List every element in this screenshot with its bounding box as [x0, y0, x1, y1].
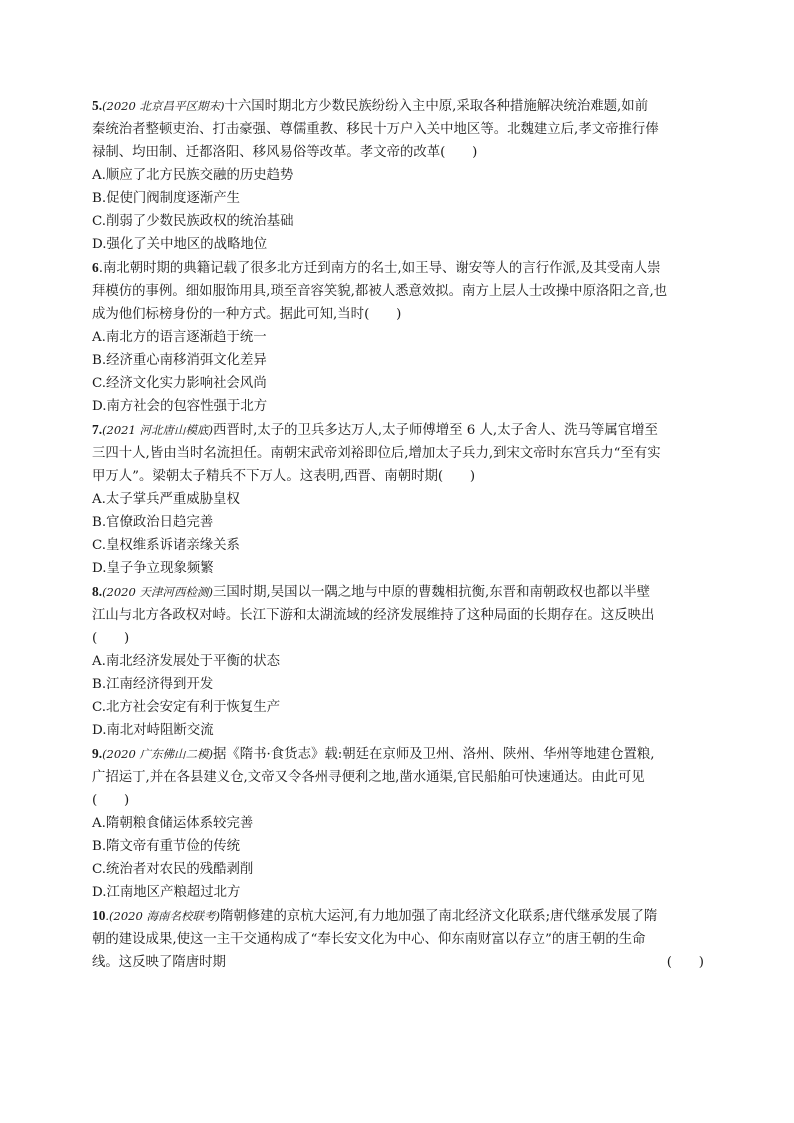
- option-c: C.皇权维系诉诸亲缘关系: [92, 538, 240, 553]
- question-stem: 广招运丁,并在各县建义仓,文帝又令各州寻便利之地,凿水通渠,官民船舶可快速通达。由此可见: [92, 770, 645, 785]
- option-b: B.经济重心南移消弭文化差异: [92, 353, 267, 368]
- question-stem: 拜模仿的事例。细如服饰用具,琐至音容笑貌,都被人悉意效拟。南方上层人士改操中原洛阳之音,也: [92, 284, 668, 299]
- option-a: A.南北经济发展处于平衡的状态: [92, 654, 281, 669]
- question-stem: 甲万人”。梁朝太子精兵不下万人。这表明,西晋、南朝时期( ): [92, 469, 476, 484]
- question-stem: 据《隋书·食货志》载:朝廷在京师及卫州、洛州、陕州、华州等地建仓置粮,: [212, 747, 655, 762]
- option-c: C.北方社会安定有利于恢复生产: [92, 700, 281, 715]
- answer-parenthesis: ( ): [666, 955, 704, 970]
- question-source: (2021 河北唐山模底): [102, 423, 213, 437]
- option-c: C.削弱了少数民族政权的统治基础: [92, 214, 294, 229]
- question-stem: 江山与北方各政权对峙。长江下游和太湖流域的经济发展维持了这种局面的长期存在。这反映出: [92, 608, 655, 623]
- option-a: A.顺应了北方民族交融的历史趋势: [92, 168, 294, 183]
- question-source: (2020 北京昌平区期末): [102, 99, 225, 113]
- question-number: 6: [92, 260, 99, 275]
- option-d: D.南方社会的包容性强于北方: [92, 399, 268, 414]
- question-number: 7: [92, 422, 99, 437]
- question-7: 7.(2021 河北唐山模底)西晋时,太子的卫兵多达万人,太子师傅增至 6 人,太子舍人、洗马等属官增至 三四十人,皆由当时名流担任。南朝宋武帝刘裕即位后,增加太子兵力,到宋文帝时东宫兵力“至有实 甲万人”。梁朝太子精兵不下万人。这表明,西晋、南朝时期( ) A.太子掌兵严重威胁皇权 B.官僚政治日趋完善 C.皇权维系诉诸亲缘关系 D.皇子争立现象频繁: [92, 418, 704, 580]
- question-stem: 禄制、均田制、迁都洛阳、移风易俗等改革。孝文帝的改革( ): [92, 145, 478, 160]
- option-c: C.经济文化实力影响社会风尚: [92, 376, 267, 391]
- question-source: (2020 天津河西检测): [102, 585, 213, 599]
- question-stem: 西晋时,太子的卫兵多达万人,太子师傅增至 6 人,太子舍人、洗马等属官增至: [212, 423, 658, 438]
- option-d: D.南北对峙阻断交流: [92, 723, 214, 738]
- question-5: 5.(2020 北京昌平区期末)十六国时期北方少数民族纷纷入主中原,采取各种措施解决统治难题,如前 秦统治者整顿吏治、打击豪强、尊儒重教、移民十万户入关中地区等。北魏建立后,孝文帝推行俸 禄制、均田制、迁都洛阳、移风易俗等改革。孝文帝的改革( ) A.顺应了北方民族交融的历史趋势 B.促使门阀制度逐渐产生 C.削弱了少数民族政权的统治基础 D.强化了关中地区的战略地位: [92, 94, 704, 256]
- question-stem: 线。这反映了隋唐时期: [92, 955, 226, 970]
- question-source: .(2020 海南名校联考): [105, 909, 220, 923]
- question-stem: 三国时期,吴国以一隅之地与中原的曹魏相抗衡,东晋和南朝政权也都以半壁: [212, 585, 650, 600]
- option-c: C.统治者对农民的残酷剥削: [92, 862, 254, 877]
- question-stem: 十六国时期北方少数民族纷纷入主中原,采取各种措施解决统治难题,如前: [224, 99, 649, 114]
- question-8: 8.(2020 天津河西检测)三国时期,吴国以一隅之地与中原的曹魏相抗衡,东晋和南朝政权也都以半壁 江山与北方各政权对峙。长江下游和太湖流域的经济发展维持了这种局面的长期存在。这反映出 ( ) A.南北经济发展处于平衡的状态 B.江南经济得到开发 C.北方社会安定有利于恢复生产 D.南北对峙阻断交流: [92, 580, 704, 742]
- question-stem: 隋朝修建的京杭大运河,有力地加强了南北经济文化联系;唐代继承发展了隋: [219, 909, 658, 924]
- question-9: 9.(2020 广东佛山二模)据《隋书·食货志》载:朝廷在京师及卫州、洛州、陕州、华州等地建仓置粮, 广招运丁,并在各县建义仓,文帝又令各州寻便利之地,凿水通渠,官民船舶可快速通达。由此可见 ( ) A.隋朝粮食储运体系较完善 B.隋文帝有重节俭的传统 C.统治者对农民的残酷剥削 D.江南地区产粮超过北方: [92, 742, 704, 904]
- question-stem: 成为他们标榜身份的一种方式。据此可知,当时( ): [92, 307, 402, 322]
- question-number: 8: [92, 584, 99, 599]
- option-a: A.太子掌兵严重威胁皇权: [92, 492, 240, 507]
- option-a: A.南北方的语言逐渐趋于统一: [92, 330, 267, 345]
- answer-parenthesis: ( ): [92, 793, 130, 808]
- question-stem: 三四十人,皆由当时名流担任。南朝宋武帝刘裕即位后,增加太子兵力,到宋文帝时东宫兵力“至有实: [92, 446, 661, 461]
- question-10: [92, 904, 704, 974]
- question-6: [92, 256, 704, 418]
- question-sheet: [92, 94, 704, 974]
- question-number: 5: [92, 98, 99, 113]
- answer-parenthesis: ( ): [92, 631, 130, 646]
- question-stem: .南北朝时期的典籍记载了很多北方迁到南方的名士,如王导、谢安等人的言行作派,及其受南人崇: [98, 261, 661, 276]
- option-b: B.隋文帝有重节俭的传统: [92, 839, 241, 854]
- option-b: B.官僚政治日趋完善: [92, 515, 214, 530]
- option-d: D.强化了关中地区的战略地位: [92, 237, 268, 252]
- question-stem: 秦统治者整顿吏治、打击豪强、尊儒重教、移民十万户入关中地区等。北魏建立后,孝文帝推行俸: [92, 122, 659, 137]
- option-a: A.隋朝粮食储运体系较完善: [92, 816, 254, 831]
- option-b: B.江南经济得到开发: [92, 677, 214, 692]
- option-d: D.江南地区产粮超过北方: [92, 885, 241, 900]
- question-stem: 朝的建设成果,使这一主干交通构成了“奉长安文化为中心、仰东南财富以存立”的唐王朝的生命: [92, 932, 646, 947]
- option-d: D.皇子争立现象频繁: [92, 561, 214, 576]
- question-source: (2020 广东佛山二模): [102, 747, 213, 761]
- question-number: 9: [92, 746, 99, 761]
- option-b: B.促使门阀制度逐渐产生: [92, 191, 241, 206]
- question-number: 10: [92, 908, 106, 923]
